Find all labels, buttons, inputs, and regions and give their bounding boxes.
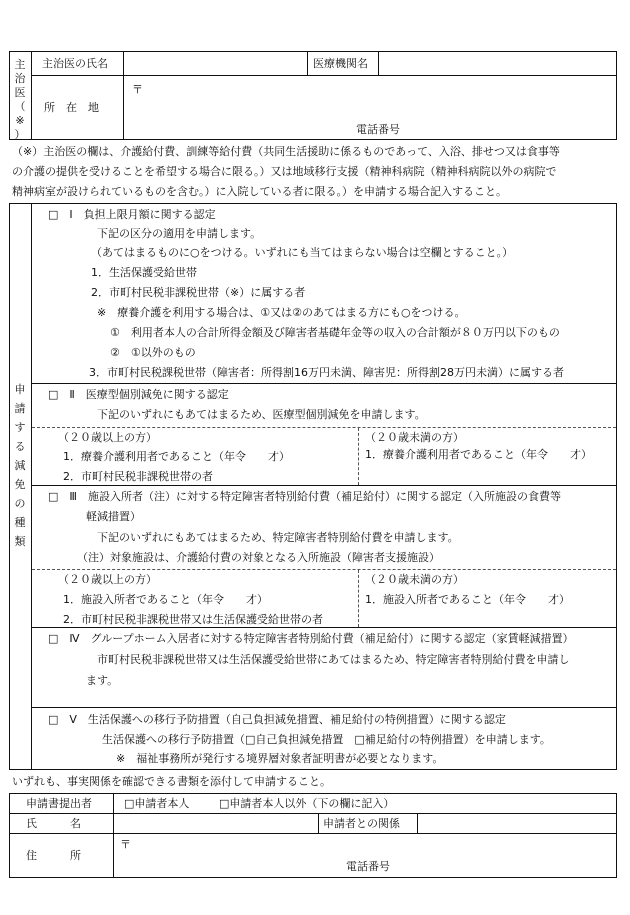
submitter-other-checkbox[interactable]: □申請者本人以外（下の欄に記入） — [219, 797, 395, 810]
option-2-left-1[interactable]: 1．療養介護利用者であること（年令 才） — [63, 450, 290, 463]
option-1-2[interactable]: 2．市町村民税非課税世帯（※）に属する者 — [91, 286, 306, 299]
section-4-checkbox-title[interactable]: □ Ⅳ グループホーム入居者に対する特定障害者特別給付費（補足給付）に関する認定（家賃軽減措置） — [48, 632, 574, 645]
option-2-left-2[interactable]: 2．市町村民税非課税世帯の者 — [63, 470, 213, 483]
physician-phone-label: 電話番号 — [356, 123, 400, 136]
submitter-postal-mark: 〒 — [120, 838, 131, 851]
option-1-2-a[interactable]: ① 利用者本人の合計所得金額及び障害者基礎年金等の収入の合計額が８０万円以下のもの — [110, 326, 560, 339]
physician-side-label: 主 治 医 （ ※ ） — [14, 58, 26, 141]
option-2-right-1[interactable]: 1．療養介護利用者であること（年令 才） — [365, 448, 592, 461]
physician-name-field[interactable] — [124, 52, 306, 75]
physician-address-label: 所 在 地 — [44, 101, 99, 114]
attach-note: いずれも、事実関係を確認できる書類を添付して申請すること。 — [12, 775, 331, 788]
section-1-checkbox-title[interactable]: □ Ⅰ 負担上限月額に関する認定 — [48, 208, 216, 221]
submitter-self-checkbox[interactable]: □申請者本人 — [124, 797, 190, 810]
section-2-checkbox-title[interactable]: □ Ⅱ 医療型個別減免に関する認定 — [48, 388, 229, 401]
postal-mark: 〒 — [132, 83, 143, 96]
submitter-label: 申請書提出者 — [26, 797, 92, 810]
relation-field[interactable] — [418, 814, 615, 833]
institution-field[interactable] — [379, 52, 615, 75]
section-3-checkbox-title[interactable]: □ Ⅲ 施設入所者（注）に対する特定障害者特別給付費（補足給付）に関する認定（入所施設の食費等 — [48, 490, 561, 503]
relation-label: 申請者との関係 — [323, 817, 400, 830]
submitter-name-label: 氏 名 — [26, 817, 81, 830]
submitter-address-label: 住 所 — [26, 849, 81, 862]
option-1-2-b[interactable]: ② ①以外のもの — [110, 346, 196, 359]
option-3-left-2[interactable]: 2．市町村民税非課税世帯又は生活保護受給世帯の者 — [63, 613, 323, 626]
option-1-1[interactable]: 1．生活保護受給世帯 — [91, 266, 197, 279]
option-3-left-1[interactable]: 1．施設入所者であること（年令 才） — [63, 593, 268, 606]
section-5-checkbox-title[interactable]: □ Ⅴ 生活保護への移行予防措置（自己負担減免措置、補足給付の特例措置）に関する認定 — [48, 713, 506, 726]
reduction-side-label: 申 請 す る 減 免 の 種 類 — [14, 383, 26, 548]
option-1-3[interactable]: 3．市町村民税課税世帯（障害者：所得割16万円未満、障害児：所得割28万円未満）に属する者 — [89, 366, 564, 379]
physician-name-label: 主治医の氏名 — [42, 57, 108, 70]
submitter-phone-label: 電話番号 — [346, 860, 390, 873]
institution-label: 医療機関名 — [313, 57, 368, 70]
submitter-name-field[interactable] — [114, 814, 317, 833]
option-3-right-1[interactable]: 1．施設入所者であること（年令 才） — [365, 593, 570, 606]
